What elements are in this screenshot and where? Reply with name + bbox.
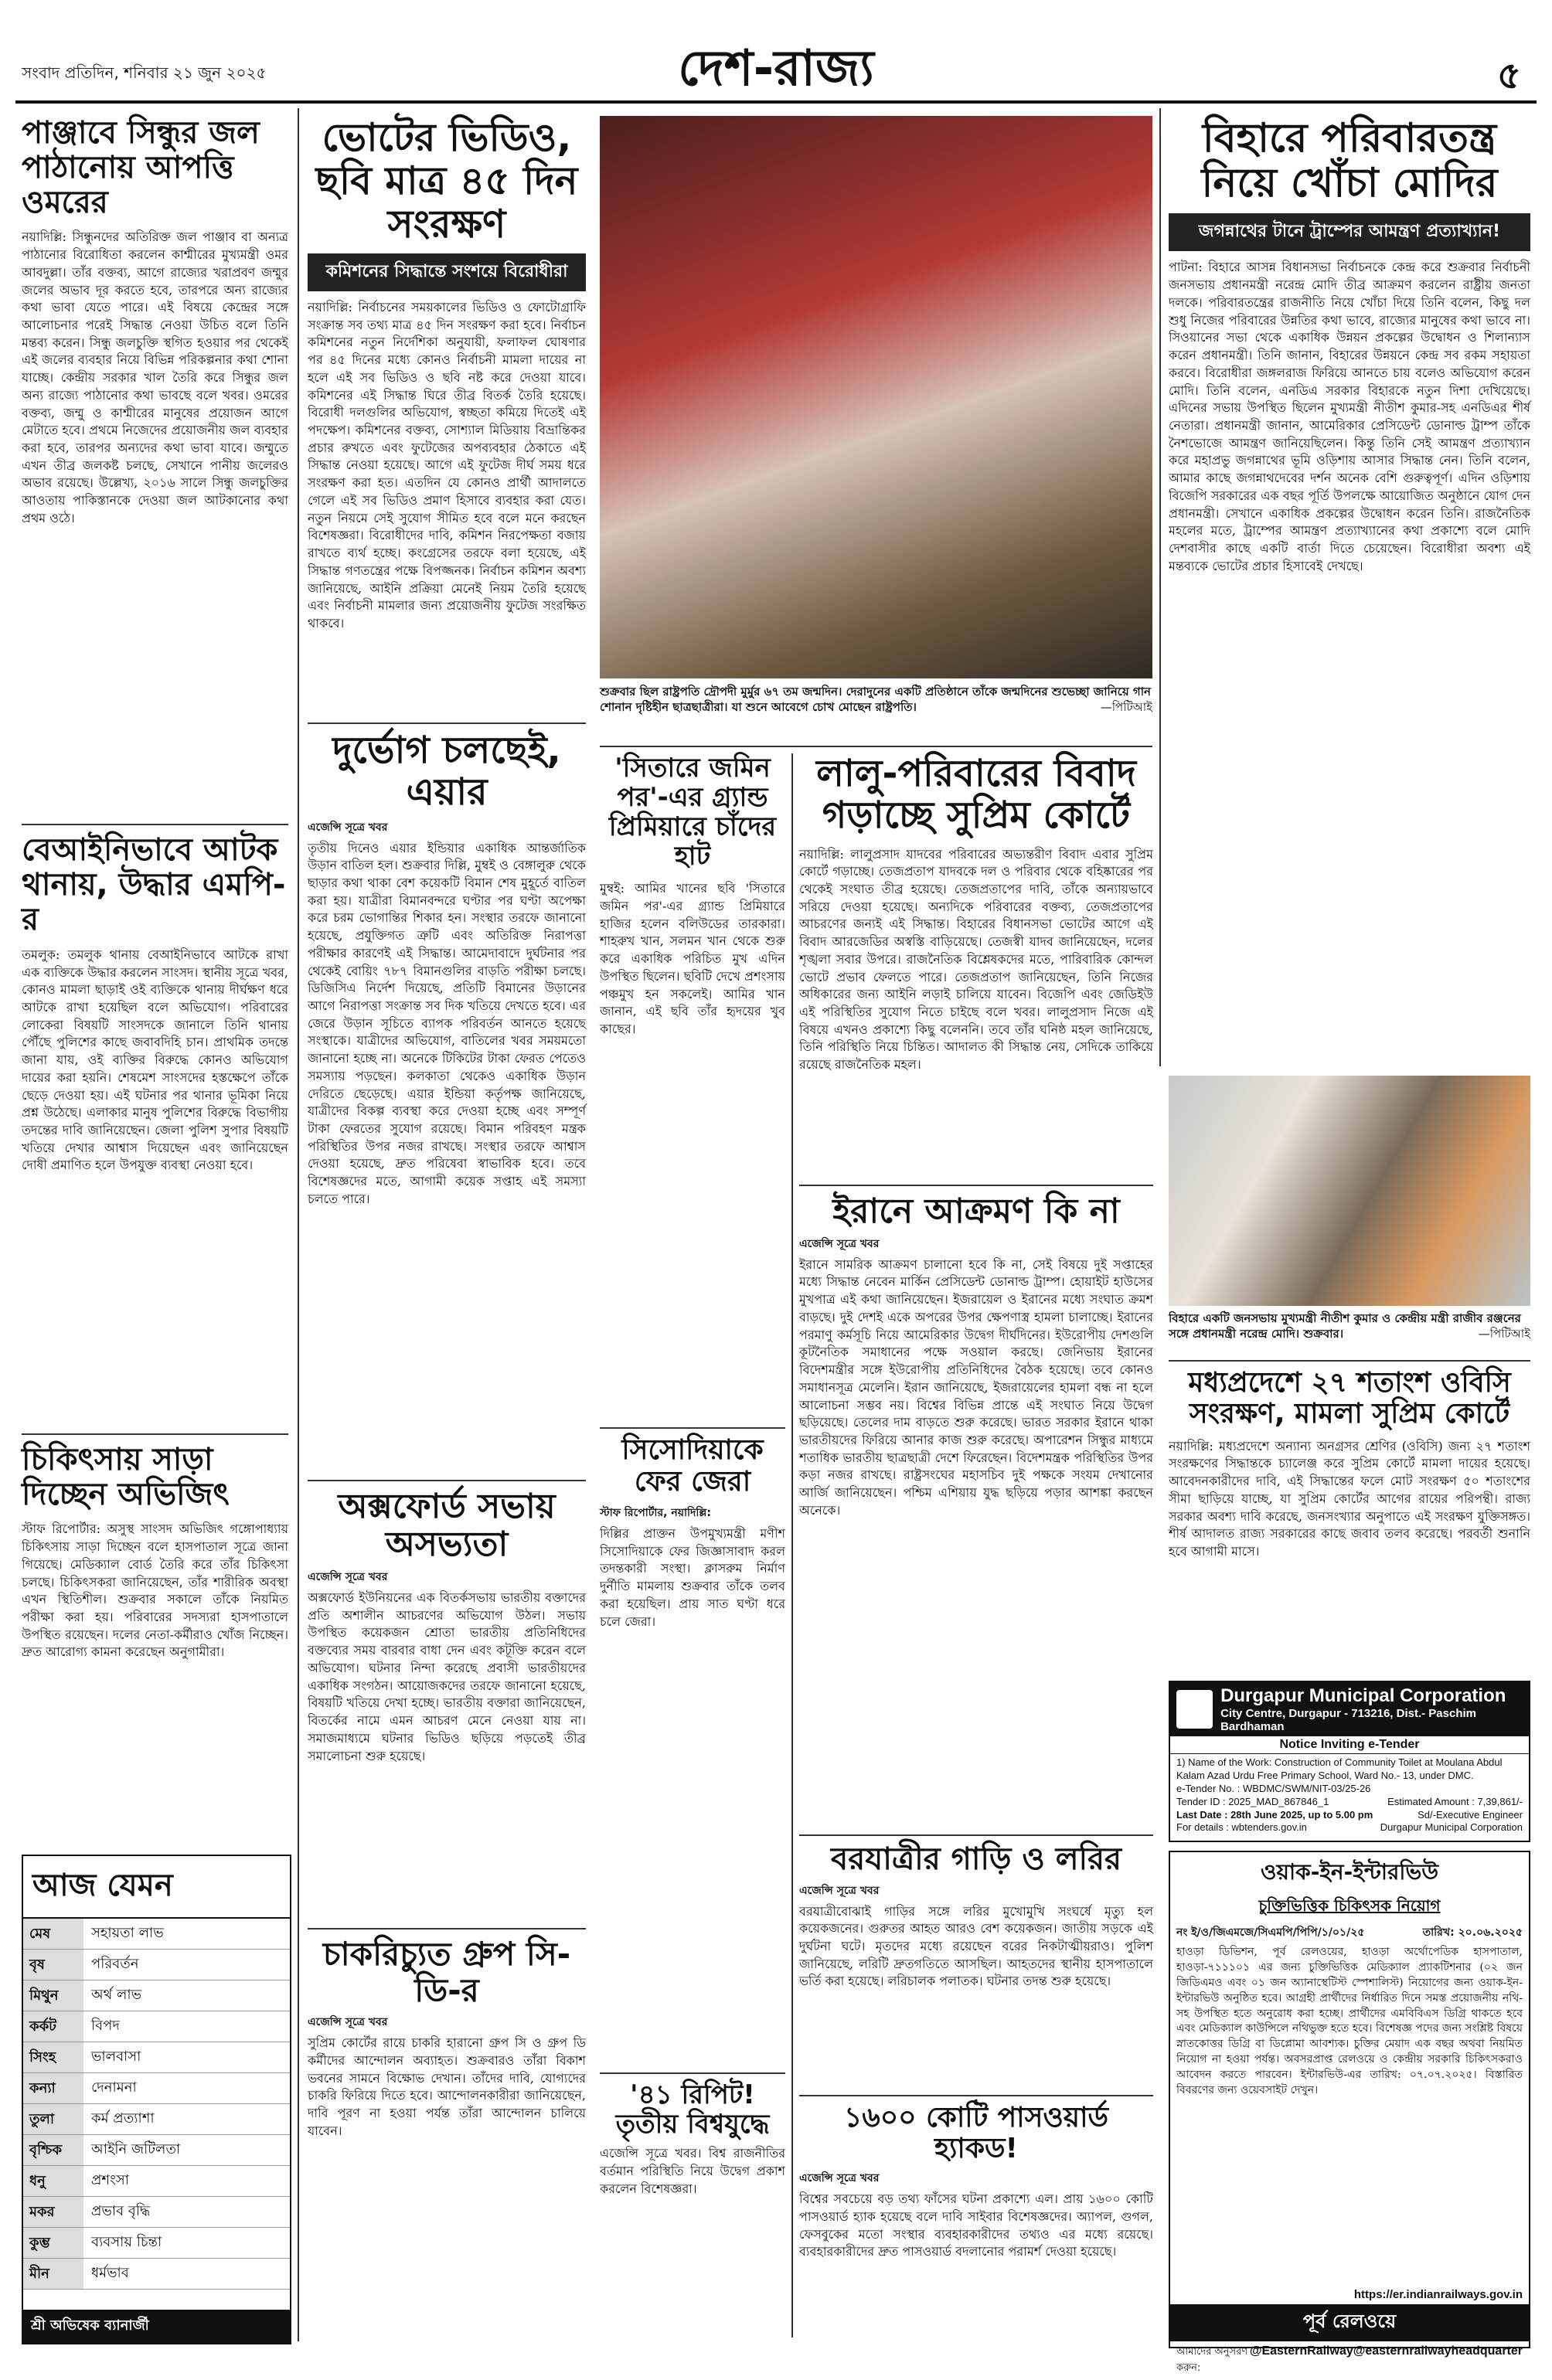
horoscope-row <box>23 1980 290 2011</box>
horoscope-sign: মিথুন <box>23 1980 83 2011</box>
horoscope-sign: সিংহ <box>23 2042 83 2072</box>
dateline: সংবাদ প্রতিদিন, শনিবার ২১ জুন ২০২৫ <box>22 63 267 82</box>
horoscope-sign: মেষ <box>23 1919 83 1949</box>
horoscope-row <box>23 1950 290 1980</box>
horoscope-row <box>23 1919 290 1950</box>
story-abhijit-treatment: স্টাফ রিপোর্টার: অসুস্থ সাংসদ অভিজিৎ গঙ্গোপাধ্যায় চিকিৎসায় সাড়া দিচ্ছেন বলে হাসপাতাল সূত্রে জানা গিয়েছে। মেডিক্যাল বোর্ড তৈরি করে তাঁর চিকিৎসা চলছে। চিকিৎসকরা জানিয়েছেন, তাঁর শারীরিক অবস্থা এখন স্থিতিশীল। শুক্রবার সকালে তাঁকে নিয়মিত পরীক্ষা করা হয়। পরিবারের সদস্যরা হাসপাতালে উপস্থিত রয়েছেন। দলের নেতা-কর্মীরাও খোঁজ নিচ্ছেন। দ্রুত আরোগ্য কামনা করেছেন অনুগামীরা। <box>22 1522 288 1660</box>
headline-iran-attack: ইরানে আক্রমণ কি না <box>832 1191 1120 1231</box>
horoscope-row <box>23 2104 290 2135</box>
horoscope-prediction: প্রভাব বৃদ্ধি <box>91 2203 151 2219</box>
railway-ad-follow: আমাদের অনুসরণ করুন: <box>1176 2346 1248 2374</box>
railway-ad-twitter: @EasternRailway <box>1249 2344 1353 2358</box>
byline-oxford: এজেন্সি সূত্রে খবর <box>308 1571 388 1584</box>
headline-illegal-detention: বেআইনিভাবে আটক থানায়, উদ্ধার এমপি-র <box>22 832 286 937</box>
story-divider <box>799 1185 1153 1186</box>
story-mp-obc: নয়াদিল্লি: মধ্যপ্রদেশে অন্যান্য অনগ্রসর শ্রেণির (ওবিসি) জন্য ২৭ শতাংশ সংরক্ষণের সিদ্ধান্তকে চ্যালেঞ্জ করে সুপ্রিম কোর্টে মামলা দায়ের হয়েছে। আবেদনকারীদের দাবি, এই সিদ্ধান্তের ফলে মোট সংরক্ষণ ৫০ শতাংশের সীমা ছাড়িয়ে যাচ্ছে, যা সুপ্রিম কোর্টের আগের রায়ের পরিপন্থী। রাজ্য সরকার অবশ্য দাবি করেছে, জনসংখ্যার অনুপাতে এই সংরক্ষণ যুক্তিসঙ্গত। শীর্ষ আদালত রাজ্য সরকারের কাছে জবাব তলব করেছে। পরবর্তী শুনানি হবে আগামী মাসে। <box>1169 1438 1530 1559</box>
horoscope-box <box>22 1855 291 2344</box>
horoscope-row <box>23 2166 290 2197</box>
horoscope-row <box>23 2073 290 2104</box>
horoscope-sign: ধনু <box>23 2166 83 2196</box>
horoscope-prediction: অর্থ লাভ <box>91 1987 142 2003</box>
railway-ad-date: তারিখ: ২০.০৬.২০২৫ <box>1422 1926 1523 1939</box>
story-lalu-family: নয়াদিল্লি: লালুপ্রসাদ যাদবের পরিবারের অভ্যন্তরীণ বিবাদ এবার সুপ্রিম কোর্টে গড়াচ্ছে। তেজপ্রতাপ যাদবকে দল ও পরিবার থেকে বহিষ্কারের পর থেকেই সংঘাত তীব্র হয়েছে। তেজপ্রতাপের দাবি, তাঁকে অন্যায়ভাবে সরিয়ে দেওয়া হয়েছে। অন্যদিকে পরিবারের বক্তব্য, তেজপ্রতাপের আচরণের জন্যই এই সিদ্ধান্ত। বিহারের বিধানসভা ভোটের আগে এই বিবাদ আরজেডির অস্বস্তি বাড়িয়েছে। তেজস্বী যাদব জানিয়েছেন, দলের শৃঙ্খলা সবার উপরে। রাজনৈতিক বিশ্লেষকদের মতে, পারিবারিক কোন্দল ভোটে প্রভাব ফেলতে পারে। তেজপ্রতাপ জানিয়েছেন, তিনি নিজের অধিকারের জন্য আইনি লড়াই চালিয়ে যাবেন। বিজেপি এবং জেডিইউ এই পরিস্থিতির সুযোগ নিতে চাইছে বলে খবর। লালুপ্রসাদ নিজে এই বিষয়ে এখনও প্রকাশ্যে কিছু বলেননি। তবে তাঁর ঘনিষ্ঠ মহল জানিয়েছে, তিনি পরিস্থিতি নিয়ে চিন্তিত। আদালত কী সিদ্ধান্ত নেয়, সেদিকে তাকিয়ে রয়েছে রাজনৈতিক মহল। <box>799 846 1153 1073</box>
dmc-org-footer: Durgapur Municipal Corporation <box>1380 1821 1523 1834</box>
horoscope-prediction: ভালবাসা <box>91 2048 141 2065</box>
president-photo-caption: শুক্রবার ছিল রাষ্ট্রপতি দ্রৌপদী মুর্মুর ৬৭ তম জন্মদিন। দেরাদুনের একটি প্রতিষ্ঠানে তাঁকে জন্মদিনের শুভেচ্ছা জানিয়ে গান শোনান দৃষ্টিহীন ছাত্রছাত্রীরা। যা শুনে আবেগে চোখ মোছেন রাষ্ট্রপতি। —পিটিআই <box>600 685 1152 715</box>
headline-abhijit-treatment: চিকিৎসায় সাড়া দিচ্ছেন অভিজিৎ <box>22 1441 230 1512</box>
horoscope-sign: কন্যা <box>23 2073 83 2103</box>
story-illegal-detention: তমলুক: তমলুক থানায় বেআইনিভাবে আটকে রাখা এক ব্যক্তিকে উদ্ধার করলেন সাংসদ। স্থানীয় সূত্রে খবর, কোনও মামলা ছাড়াই ওই ব্যক্তিকে থানায় দীর্ঘক্ষণ ধরে আটকে রাখা হয়েছিল বলে অভিযোগ। পরিবারের লোকেরা বিষয়টি সাংসদকে জানালে তিনি থানায় পৌঁছে পুলিশের কাছে জবাবদিহি চান। প্রাথমিক তদন্তে জানা যায়, ওই ব্যক্তির বিরুদ্ধে কোনও অভিযোগ দায়ের করা হয়নি। শেষমেশ সাংসদের হস্তক্ষেপে তাঁকে ছেড়ে দেওয়া হয়। এই ঘটনার পর থানার ভূমিকা নিয়ে প্রশ্ন উঠেছে। এলাকার মানুষ পুলিশের বিরুদ্ধে বিভাগীয় তদন্তের দাবি জানিয়েছেন। জেলা পুলিশ সুপার বিষয়টি খতিয়ে দেখার আশ্বাস দিয়েছেন এবং জানিয়েছেন দোষী প্রমাণিত হলে উপযুক্ত ব্যবস্থা নেওয়া হবে। <box>22 947 288 1173</box>
headline-bihar-dynasty: বিহারে পরিবারতন্ত্র নিয়ে খোঁচা মোদির <box>1201 115 1498 207</box>
column-5 <box>1169 116 1530 1066</box>
headline-password-hack: ১৬০০ কোটি পাসওয়ার্ড হ্যাকড! <box>843 2101 1109 2164</box>
horoscope-sign: মকর <box>23 2197 83 2227</box>
story-divider <box>799 1834 1153 1836</box>
horoscope-author: শ্রী অভিষেক ব্যানার্জী <box>23 2310 290 2343</box>
railway-ad-title: ওয়াক-ইন-ইন্টারভিউ <box>1260 1859 1439 1885</box>
story-divider <box>1169 1360 1530 1362</box>
headline-lalu-family: লালু-পরিবারের বিবাদ গড়াচ্ছে সুপ্রিম কোর্টে <box>816 752 1136 837</box>
horoscope-sign: মীন <box>23 2259 83 2289</box>
horoscope-title: আজ যেমন <box>23 1856 290 1919</box>
byline-iran-attack: এজেন্সি সূত্রে খবর <box>799 1237 880 1250</box>
headline-sisodia: সিসোদিয়াকে ফের জেরা <box>621 1434 764 1498</box>
horoscope-row <box>23 2042 290 2073</box>
mp-obc-story <box>1169 1368 1530 1673</box>
byline-air-india: এজেন্সি সূত্রে খবর <box>308 821 388 834</box>
headline-vote-video: ভোটের ভিডিও, ছবি মাত্র ৪৫ দিন সংরক্ষণ <box>315 115 578 246</box>
subheading-vote-video: কমিশনের সিদ্ধান্তে সংশয়ে বিরোধীরা <box>308 253 586 291</box>
dmc-tender-no: e-Tender No. : WBDMC/SWM/NIT-03/25-26 <box>1176 1782 1371 1794</box>
horoscope-row <box>23 2259 290 2290</box>
horoscope-row <box>23 2135 290 2166</box>
horoscope-sign: বৃশ্চিক <box>23 2135 83 2165</box>
headline-mp-obc: মধ্যপ্রদেশে ২৭ শতাংশ ওবিসি সংরক্ষণ, মামলা সুপ্রিম কোর্টে <box>1188 1367 1511 1430</box>
dmc-address: City Centre, Durgapur - 713216, Dist.- Paschim Bardhaman <box>1220 1707 1476 1733</box>
story-divider <box>22 1433 288 1435</box>
story-sitaare-premiere: মুম্বই: আমির খানের ছবি 'সিতারে জমিন পর'-এর গ্র্যান্ড প্রিমিয়ারে হাজির হলেন বলিউডের তারকারা। শাহরুখ খান, সলমন খান থেকে শুরু করে একাধিক পরিচিত মুখ এদিন উপস্থিত ছিলেন। ছবিটি দেখে প্রশংসায় পঞ্চমুখ হন সকলেই। আমির খান জানান, এই ছবি তাঁর হৃদয়ের খুব কাছের। <box>600 881 785 1037</box>
dmc-estimated-amount: Estimated Amount : 7,39,861/- <box>1387 1795 1523 1807</box>
headline-ww3: '৪১ রিপিট! তৃতীয় বিশ্বযুদ্ধে <box>615 2079 770 2140</box>
page-number: ৫ <box>1496 54 1521 97</box>
story-divider <box>308 722 586 724</box>
story-air-india: তৃতীয় দিনেও এয়ার ইন্ডিয়ার একাধিক আন্তর্জাতিক উড়ান বাতিল হল। শুক্রবার দিল্লি, মুম্বই ও বেঙ্গালুরু থেকে ছাড়ার কথা থাকা বেশ কয়েকটি বিমান শেষ মুহূর্তে বাতিল করা হয়। যাত্রীরা বিমানবন্দরে ঘণ্টার পর ঘণ্টা অপেক্ষা করে চরম ভোগান্তির শিকার হন। সংস্থার তরফে জানানো হয়েছে, প্রযুক্তিগত ত্রুটি এবং অতিরিক্ত নিরাপত্তা পরীক্ষার কারণেই এই সিদ্ধান্ত। আমেদাবাদে দুর্ঘটনার পর থেকেই বোয়িং ৭৮৭ বিমানগুলির বাড়তি পরীক্ষা চলছে। ডিজিসিএ নির্দেশ দিয়েছে, প্রতিটি বিমানের উড়ানের আগে নিরাপত্তা সংক্রান্ত সব দিক খতিয়ে দেখতে হবে। এর জেরে উড়ান সূচিতে ব্যাপক পরিবর্তন আনতে হয়েছে সংস্থাকে। যাত্রীদের অভিযোগ, বাতিলের খবর সময়মতো জানানো হচ্ছে না। অনেকে টিকিটের টাকা ফেরত পেতেও সমস্যায় পড়ছেন। কলকাতা থেকেও একাধিক উড়ান দেরিতে ছেড়েছে। এয়ার ইন্ডিয়া কর্তৃপক্ষ জানিয়েছে, যাত্রীদের বিকল্প ব্যবস্থা করে দেওয়া হচ্ছে এবং সম্পূর্ণ টাকা ফেরতের সুযোগ রয়েছে। বিমান পরিবহণ মন্ত্রক পরিস্থিতির উপর নজর রাখছে। সংস্থার তরফে আশ্বাস দেওয়া হয়েছে, দ্রুত পরিষেবা স্বাভাবিক হবে। তবে বিশেষজ্ঞদের মতে, আগামী কয়েক সপ্তাহ এই সমস্যা চলতে পারে। <box>308 840 586 1206</box>
horoscope-prediction: প্রশংসা <box>91 2172 129 2188</box>
railway-ad-ref: নং ই/ও/জিএমজে/সিএমপি/পিপি/১/০১/২৫ <box>1176 1926 1365 1939</box>
story-divider <box>799 2095 1153 2096</box>
story-indus-water: নয়াদিল্লি: সিন্ধুনদের অতিরিক্ত জল পাঞ্জাব বা অন্যত্র পাঠানোর বিরোধিতা করলেন কাশ্মীরের মুখ্যমন্ত্রী ওমর আবদুল্লা। তাঁর বক্তব্য, আগে রাজ্যের খরাপ্রবণ জম্মুর জলের অভাব দূর করতে হবে, তারপরে অন্য রাজ্যের কথা ভাবা যেতে পারে। এই বিষয়ে কেন্দ্রের সঙ্গে আলোচনার পরেই সিদ্ধান্ত নেওয়া উচিত বলে তিনি মন্তব্য করেন। সিন্ধু জলচুক্তি স্থগিত হওয়ার পর থেকেই এই জলের ব্যবহার নিয়ে বিভিন্ন পরিকল্পনার কথা শোনা যাচ্ছে। কেন্দ্রীয় সরকার খাল তৈরি করে সিন্ধুর জল অন্য রাজ্যে পাঠানোর কথা ভাবছে বলে খবর। ওমরের বক্তব্য, জম্মু ও কাশ্মীরের মানুষের প্রয়োজন আগে মেটাতে হবে। প্রথমে নিজেদের প্রয়োজনীয় জল ব্যবহার করা হবে, তারপর অন্যদের কথা ভাবা যাবে। জম্মুতে এখন তীব্র জলকষ্ট চলছে, সেখানে পানীয় জলেরও অভাব রয়েছে। উল্লেখ্য, ২০১৬ সালে সিন্ধু জলচুক্তির আওতায় পাকিস্তানকে দেওয়া জল আটকানোর কথা প্রথম ওঠে। <box>22 230 288 525</box>
photo-divider <box>600 746 1152 747</box>
section-title: দেশ-রাজ্য <box>678 40 874 97</box>
story-password-hack: বিশ্বের সবচেয়ে বড় তথ্য ফাঁসের ঘটনা প্রকাশ্যে এল। প্রায় ১৬০০ কোটি পাসওয়ার্ড হ্যাক হয়েছে বলে দাবি সাইবার বিশেষজ্ঞদের। অ্যাপল, গুগল, ফেসবুকের মতো সংস্থার ব্যবহারকারীদের তথ্যও এর মধ্যে রয়েছে। ব্যবহারকারীদের দ্রুত পাসওয়ার্ড বদলানোর পরামর্শ দেওয়া হয়েছে। <box>799 2191 1153 2259</box>
masthead-rule <box>15 100 1537 104</box>
story-divider <box>308 1480 586 1481</box>
byline-wedding-accident: এজেন্সি সূত্রে খবর <box>799 1884 880 1897</box>
horoscope-prediction: পরিবর্তন <box>91 1956 139 1972</box>
dmc-ad-header <box>1170 1682 1529 1736</box>
horoscope-prediction: বিপদ <box>91 2018 120 2034</box>
story-divider <box>600 2072 785 2074</box>
horoscope-sign: তুলা <box>23 2104 83 2134</box>
column-4 <box>799 753 1153 2338</box>
dmc-details-link: For details : wbtenders.gov.in <box>1176 1821 1307 1834</box>
railway-ad-facebook: @easternrailwayheadquarter <box>1353 2344 1523 2358</box>
dmc-signatory: Sd/-Executive Engineer <box>1418 1808 1523 1821</box>
story-oxford: অক্সফোর্ড ইউনিয়নের এক বিতর্কসভায় ভারতীয় বক্তাদের প্রতি অশালীন আচরণের অভিযোগ উঠল। সভায় উপস্থিত কয়েকজন শ্রোতা ভারতীয় প্রতিনিধিদের বক্তব্যের সময় বারবার বাধা দেন এবং কটূক্তি করেন বলে অভিযোগ। ঘটনার নিন্দা করেছে প্রবাসী ভারতীয়দের একাধিক সংগঠন। আয়োজকদের তরফে জানানো হয়েছে, বিষয়টি খতিয়ে দেখা হচ্ছে। ভারতীয় বক্তারা জানিয়েছেন, বিতর্কের নামে এমন আচরণ মেনে নেওয়া যায় না। সমাজমাধ্যমে ঘটনার ভিডিও ছড়িয়ে পড়তেই তীব্র সমালোচনা শুরু হয়েছে। <box>308 1590 586 1763</box>
story-divider <box>600 1427 785 1429</box>
headline-sitaare-premiere: 'সিতারে জমিন পর'-এর গ্র্যান্ড প্রিমিয়ারে চাঁদের হাট <box>608 753 777 872</box>
byline-group-cd: এজেন্সি সূত্রে খবর <box>308 2016 388 2029</box>
horoscope-prediction: কর্ম প্রত্যাশা <box>91 2110 155 2127</box>
railway-ad-brand: পূর্ব রেলওয়ে <box>1170 2304 1529 2341</box>
column-rule <box>298 108 299 2341</box>
byline-password-hack: এজেন্সি সূত্রে খবর <box>799 2172 880 2185</box>
dmc-tender-id: Tender ID : 2025_MAD_867846_1 <box>1176 1795 1329 1807</box>
dmc-work-name: 1) Name of the Work: Construction of Community Toilet at Moulana Abdul Kalam Azad Urdu Free Primary School, Ward No.- 13, under DMC. <box>1176 1756 1503 1781</box>
dmc-tender-ad <box>1169 1681 1530 1842</box>
horoscope-sign: কুম্ভ <box>23 2228 83 2258</box>
dmc-last-date: Last Date : 28th June 2025, up to 5.00 pm <box>1176 1808 1373 1821</box>
headline-group-cd: চাকরিচ্যুত গ্রুপ সি-ডি-র <box>322 1935 571 2010</box>
headline-oxford: অক্সফোর্ড সভায় অসভ্যতা <box>338 1486 556 1564</box>
column-3 <box>600 753 785 2338</box>
story-bihar-dynasty: পাটনা: বিহারে আসন্ন বিধানসভা নির্বাচনকে কেন্দ্র করে শুক্রবার নির্বাচনী জনসভায় প্রধানমন্ত্রী নরেন্দ্র মোদি তীব্র আক্রমণ করলেন রাষ্ট্রীয় জনতা দলকে। পরিবারতন্ত্রের রাজনীতি নিয়ে খোঁচা দিয়ে তিনি বলেন, কিছু দল শুধু নিজের পরিবারের উন্নতির কথা ভাবে, রাজ্যের মানুষের কথা ভাবে না। সিওয়ানের সভা থেকে একাধিক উন্নয়ন প্রকল্পের উদ্বোধন ও শিলান্যাস করেন প্রধানমন্ত্রী। তিনি জানান, বিহারের উন্নয়নে কেন্দ্র সব রকম সহায়তা করবে। বিরোধীরা জঙ্গলরাজ ফিরিয়ে আনতে চায় বলেও অভিযোগ করেন মোদি। তিনি বলেন, এনডিএ সরকার বিহারকে নতুন দিশা দেখিয়েছে। এদিনের সভায় উপস্থিত ছিলেন মুখ্যমন্ত্রী নীতীশ কুমার-সহ এনডিএর শীর্ষ নেতারা। প্রধানমন্ত্রী জানান, আমেরিকার প্রেসিডেন্ট ডোনাল্ড ট্রাম্প তাঁকে নৈশভোজে আমন্ত্রণ জানিয়েছিলেন। কিন্তু তিনি সেই আমন্ত্রণ প্রত্যাখ্যান করে মহাপ্রভু জগন্নাথের ভূমি ওড়িশায় আসার সিদ্ধান্ত নেন। তিনি বলেন, আমার কাছে জগন্নাথদেবের দর্শন অনেক বেশি গুরুত্বপূর্ণ। এদিন ওড়িশায় বিজেপি সরকারের এক বছর পূর্তি উপলক্ষে আয়োজিত অনুষ্ঠানে যোগ দেন প্রধানমন্ত্রী। সেখানে একাধিক প্রকল্পের উদ্বোধন করেন তিনি। রাজনৈতিক মহলের মতে, ট্রাম্পের আমন্ত্রণ প্রত্যাখ্যানের কথা প্রকাশ্যে বলে মোদি দেশবাসীর কাছে একটি বার্তা দিতে চেয়েছেন। বিরোধীরা অবশ্য এই মন্তব্যকে ভোটের প্রচার হিসাবেই দেখছে। <box>1169 260 1530 573</box>
story-divider <box>308 1928 586 1930</box>
horoscope-row <box>23 2197 290 2228</box>
headline-air-india: দুর্ভোগ চলছেই, এয়ার <box>332 729 561 814</box>
horoscope-row <box>23 2011 290 2042</box>
horoscope-list <box>23 1919 290 2290</box>
horoscope-sign: বৃষ <box>23 1950 83 1980</box>
headline-indus-water: পাঞ্জাবে সিন্ধুর জল পাঠানোয় আপত্তি ওমরের <box>22 115 260 220</box>
railway-ad-subtitle: চুক্তিভিত্তিক চিকিৎসক নিয়োগ <box>1258 1896 1441 1915</box>
subheading-bihar-dynasty: জগন্নাথের টানে ট্রাম্পের আমন্ত্রণ প্রত্যাখ্যান! <box>1169 213 1530 251</box>
railway-ad-body: হাওড়া ডিভিশন, পূর্ব রেলওয়ের, হাওড়া অর্থোপেডিক হাসপাতাল, হাওড়া-৭১১১০১ এর জন্য চুক্তিভিত্তিক মেডিক্যাল প্র্যাকটিশনার (০২ জন জিডিএমও এবং ০১ জন অ্যানাস্থেটিস্ট স্পেশালিস্ট) নিয়োগের জন্য ওয়াক-ইন-ইন্টারভিউ অনুষ্ঠিত হবে। আগ্রহী প্রার্থীদের নির্ধারিত দিনে সমস্ত প্রয়োজনীয় নথি-সহ উপস্থিত হতে অনুরোধ করা হচ্ছে। প্রার্থীদের এমবিবিএস ডিগ্রি থাকতে হবে এবং মেডিক্যাল কাউন্সিলে নথিভুক্ত হতে হবে। বিশেষজ্ঞ পদের জন্য সংশ্লিষ্ট বিষয়ে স্নাতকোত্তর ডিগ্রি বা ডিপ্লোমা আবশ্যক। চুক্তির মেয়াদ এক বছর অথবা নিয়মিত নিয়োগ না হওয়া পর্যন্ত। অবসরপ্রাপ্ত রেলওয়ে ও কেন্দ্রীয় সরকারি চিকিৎসকরাও আবেদন করতে পারবেন। ইন্টারভিউ-এর তারিখ: ০৭.০৭.২০২৫। বিস্তারিত বিবরণের জন্য ওয়েবসাইট দেখুন। <box>1176 1946 1523 2096</box>
horoscope-prediction: সহায়তা লাভ <box>91 1925 164 1941</box>
dmc-logo-icon <box>1176 1690 1213 1729</box>
bihar-rally-photo <box>1169 1076 1530 1306</box>
horoscope-prediction: দেনামনা <box>91 2079 137 2096</box>
horoscope-sign: কর্কট <box>23 2011 83 2042</box>
bihar-photo-caption: বিহারে একটি জনসভায় মুখ্যমন্ত্রী নীতীশ কুমার ও কেন্দ্রীয় মন্ত্রী রাজীব রঞ্জনের সঙ্গে প্রধানমন্ত্রী নরেন্দ্র মোদি। শুক্রবার। —পিটিআই <box>1169 1311 1530 1341</box>
railway-interview-ad <box>1169 1851 1530 2374</box>
headline-wedding-accident: বরযাত্রীর গাড়ি ও লরির <box>830 1841 1122 1877</box>
horoscope-prediction: আইনি জটিলতা <box>91 2141 181 2157</box>
president-photo <box>600 116 1152 678</box>
railway-ad-site: https://er.indianrailways.gov.in <box>1353 2288 1523 2301</box>
column-rule <box>1159 108 1161 1066</box>
story-sisodia: দিল্লির প্রাক্তন উপমুখ্যমন্ত্রী মণীশ সিসোদিয়াকে ফের জিজ্ঞাসাবাদ করল তদন্তকারী সংস্থা। ক্লাসরুম নির্মাণ দুর্নীতি মামলায় শুক্রবার তাঁকে তলব করা হয়েছিল। প্রায় সাত ঘণ্টা ধরে চলে জেরা। <box>600 1525 785 1629</box>
dmc-notice-title: Notice Inviting e-Tender <box>1170 1736 1529 1754</box>
story-divider <box>22 824 288 825</box>
dmc-org-name: Durgapur Municipal Corporation <box>1220 1685 1506 1706</box>
story-vote-video: নয়াদিল্লি: নির্বাচনের সময়কালের ভিডিও ও ফোটোগ্রাফি সংক্রান্ত সব তথ্য মাত্র ৪৫ দিন সংরক্ষণ করা হবে। নির্বাচন কমিশনের নতুন নির্দেশিকা অনুযায়ী, ফলাফল ঘোষণার পর ৪৫ দিনের মধ্যে কোনও নির্বাচনী মামলা দায়ের না হলে এই সব ভিডিও ও ছবি নষ্ট করে দেওয়া যাবে। কমিশনের এই সিদ্ধান্ত ঘিরে তীব্র বিতর্ক তৈরি হয়েছে। বিরোধী দলগুলির অভিযোগ, স্বচ্ছতা কমিয়ে দিতেই এই পদক্ষেপ। কমিশনের বক্তব্য, সোশ্যাল মিডিয়ায় বিভ্রান্তিকর প্রচার রুখতে এবং ফুটেজের অপব্যবহার ঠেকাতে এই সিদ্ধান্ত নেওয়া হয়েছে। আগে এই ফুটেজ দীর্ঘ সময় ধরে সংরক্ষণ করা হত। এতদিন যে কোনও প্রার্থী আদালতে গেলে এই সব ভিডিও প্রমাণ হিসাবে ব্যবহার করা যেত। নতুন নিয়মে সেই সুযোগ সীমিত হবে বলে মনে করছেন বিশেষজ্ঞরা। বিরোধীদের দাবি, কমিশন নিরপেক্ষতা বজায় রাখতে ব্যর্থ হচ্ছে। কংগ্রেসের তরফে বলা হয়েছে, এই সিদ্ধান্ত গণতন্ত্রের পক্ষে বিপজ্জনক। নির্বাচন কমিশন অবশ্য জানিয়েছে, আইনি প্রক্রিয়া মেনেই নিয়ম তৈরি হয়েছে এবং নির্বাচনী মামলার জন্য প্রয়োজনীয় ফুটেজ সংরক্ষিত থাকবে। <box>308 300 586 631</box>
column-2 <box>308 116 586 2341</box>
horoscope-prediction: ব্যবসায় চিন্তা <box>91 2234 162 2250</box>
horoscope-row <box>23 2228 290 2259</box>
horoscope-prediction: ধর্মভাব <box>91 2265 129 2281</box>
column-rule <box>791 753 793 2338</box>
story-wedding-accident: বরযাত্রীবোঝাই গাড়ির সঙ্গে লরির মুখোমুখি সংঘর্ষে মৃত্যু হল কয়েকজনের। গুরুতর আহত আরও বেশ কয়েকজন। জাতীয় সড়কে এই দুর্ঘটনা ঘটে। মৃতদের মধ্যে রয়েছেন বরের নিকটাত্মীয়রাও। পুলিশ জানিয়েছে, লরিটি দ্রুতগতিতে আসছিল। আহতদের স্থানীয় হাসপাতালে ভর্তি করা হয়েছে। লরিচালক পলাতক। ঘটনার তদন্ত শুরু হয়েছে। <box>799 1903 1153 1989</box>
story-iran-attack: ইরানে সামরিক আক্রমণ চালানো হবে কি না, সেই বিষয়ে দুই সপ্তাহের মধ্যে সিদ্ধান্ত নেবেন মার্কিন প্রেসিডেন্ট ডোনাল্ড ট্রাম্প। হোয়াইট হাউসের মুখপাত্র এই কথা জানিয়েছেন। ইজরায়েল ও ইরানের মধ্যে সংঘাত ক্রমশ বাড়ছে। দুই দেশই একে অপরের উপর ক্ষেপণাস্ত্র হামলা চালাচ্ছে। ইরানের পরমাণু কর্মসূচি নিয়ে আমেরিকার উদ্বেগ দীর্ঘদিনের। ইউরোপীয় দেশগুলি কূটনৈতিক সমাধানের পক্ষে সওয়াল করছে। জেনিভায় ইরানের বিদেশমন্ত্রীর সঙ্গে ইউরোপীয় প্রতিনিধিদের বৈঠক হয়েছে। তবে কোনও সমাধানসূত্র মেলেনি। ইরান জানিয়েছে, ইজরায়েলের হামলা বন্ধ না হলে আলোচনা সম্ভব নয়। বিশ্বের বিভিন্ন প্রান্তে এই সংঘাত নিয়ে উদ্বেগ ছড়িয়েছে। তেলের দাম বাড়তে শুরু করেছে। ভারত সরকার ইরানে থাকা ভারতীয়দের ফিরিয়ে আনার কাজ শুরু করেছে। অপারেশন সিন্ধুর মাধ্যমে শতাধিক ভারতীয় ছাত্রছাত্রী দেশে ফিরেছেন। বিদেশমন্ত্রক পরিস্থিতির উপর কড়া নজর রাখছে। রাষ্ট্রসংঘের মহাসচিব দুই পক্ষকে সংযম দেখানোর আর্জি জানিয়েছেন। পশ্চিম এশিয়ায় যুদ্ধ ছড়িয়ে পড়ার আশঙ্কা করছেন অনেকে। <box>799 1256 1153 1518</box>
byline-sisodia: স্টাফ রিপোর্টার, নয়াদিল্লি: <box>600 1506 711 1519</box>
story-group-cd: সুপ্রিম কোর্টের রায়ে চাকরি হারানো গ্রুপ সি ও গ্রুপ ডি কর্মীদের আন্দোলন অব্যাহত। শুক্রবারও তাঁরা বিকাশ ভবনের সামনে বিক্ষোভ দেখান। তাঁদের দাবি, যোগ্যদের চাকরি ফিরিয়ে দিতে হবে। আন্দোলনকারীরা জানিয়েছেন, দাবি পূরণ না হওয়া পর্যন্ত তাঁরা আন্দোলন চালিয়ে যাবেন। <box>308 2035 586 2138</box>
story-ww3: এজেন্সি সূত্রে খবর। বিশ্ব রাজনীতির বর্তমান পরিস্থিতি নিয়ে উদ্বেগ প্রকাশ করলেন বিশেষজ্ঞরা। <box>600 2146 785 2196</box>
